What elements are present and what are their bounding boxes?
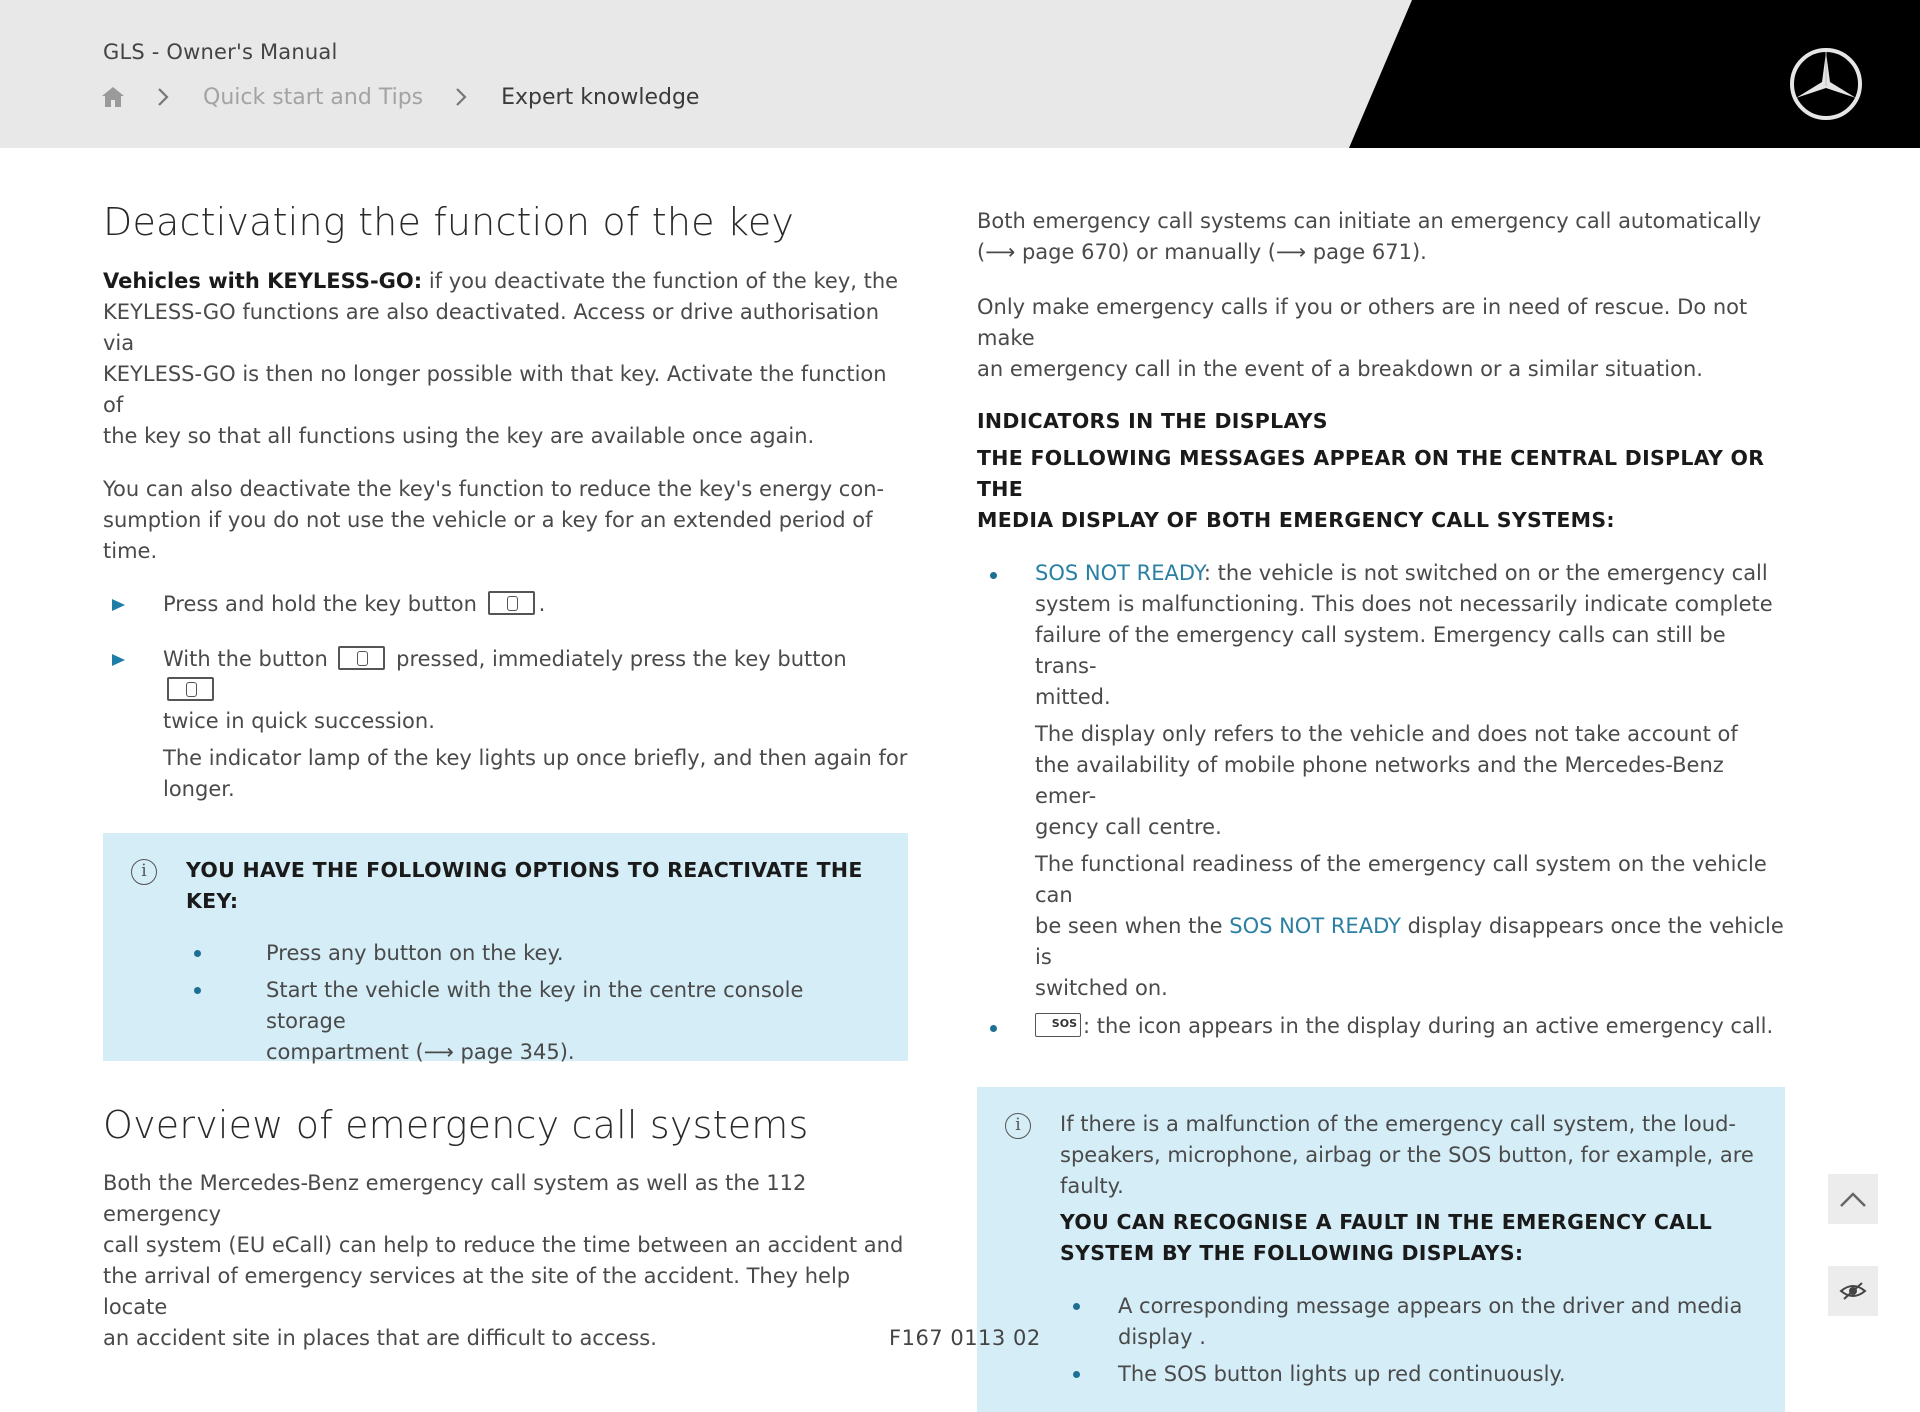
info-icon: i bbox=[131, 859, 157, 885]
text-line: The indicator lamp of the key lights up once briefly, and then again for bbox=[163, 745, 908, 770]
text-line: YOU HAVE THE FOLLOWING OPTIONS TO REACTIVATE THE bbox=[186, 857, 863, 882]
text-line: : the icon appears in the display during an active emergency call. bbox=[1083, 1014, 1774, 1038]
list-item bbox=[186, 938, 886, 969]
sub-paragraph bbox=[1035, 719, 1785, 843]
paragraph-call-modes bbox=[977, 206, 1785, 268]
instruction-step-2 bbox=[103, 644, 908, 805]
paragraph-emergency-overview bbox=[103, 1168, 908, 1354]
text-line: MEDIA DISPLAY OF BOTH EMERGENCY CALL SYSTEMS: bbox=[977, 508, 1615, 532]
text-line: The functional readiness of the emergency call system on the vehicle can bbox=[1035, 852, 1767, 907]
section-title-deactivating-key: Deactivating the function of the key bbox=[103, 200, 795, 244]
text-line: compartment (⟶ page 345). bbox=[266, 1039, 575, 1064]
home-icon[interactable] bbox=[101, 85, 125, 109]
text-line: gency call centre. bbox=[1035, 815, 1222, 839]
text-line: speakers, microphone, airbag or the SOS button, for example, are bbox=[1060, 1143, 1754, 1167]
text-line: The display only refers to the vehicle and does not take account of bbox=[1035, 722, 1738, 746]
left-column bbox=[103, 200, 908, 1354]
text-line: be seen when the bbox=[1035, 914, 1230, 938]
step-arrow-icon bbox=[112, 654, 125, 666]
text-line: Press and hold the key button bbox=[163, 591, 484, 616]
step-arrow-icon bbox=[112, 599, 125, 611]
indicator-list bbox=[977, 558, 1785, 1042]
text-line: KEYLESS-GO functions are also deactivated. Access or drive authorisation via bbox=[103, 299, 880, 355]
text-line: the availability of mobile phone networks and the Mercedes-Benz emer- bbox=[1035, 753, 1724, 808]
chevron-right-icon bbox=[153, 87, 173, 107]
info-icon: i bbox=[1005, 1113, 1031, 1139]
instruction-step-1 bbox=[103, 589, 908, 620]
text-line: Only make emergency calls if you or others are in need of rescue. Do not make bbox=[977, 295, 1748, 350]
scroll-to-top-button[interactable] bbox=[1828, 1174, 1878, 1224]
bullet-dot bbox=[1073, 1303, 1080, 1310]
bullet-dot bbox=[1073, 1371, 1080, 1378]
right-column bbox=[977, 206, 1785, 1412]
text-line: If there is a malfunction of the emergency call system, the loud- bbox=[1060, 1112, 1736, 1136]
info-fault-heading bbox=[1060, 1207, 1760, 1269]
section-title-emergency-overview: Overview of emergency call systems bbox=[103, 1102, 809, 1147]
text-line: longer. bbox=[163, 776, 235, 801]
toggle-view-button[interactable] bbox=[1828, 1266, 1878, 1316]
text-line: . bbox=[538, 591, 546, 616]
info-box-reactivate-key bbox=[103, 833, 908, 1064]
list-item-sos-not-ready bbox=[977, 558, 1785, 1004]
eye-off-icon bbox=[1838, 1280, 1868, 1302]
text-line: Press any button on the key. bbox=[266, 940, 564, 965]
text-line: if you deactivate the function of the key, the bbox=[422, 268, 899, 293]
key-lock-button-icon bbox=[488, 591, 535, 615]
sos-call-icon: SOS bbox=[1035, 1013, 1081, 1037]
text-line: sumption if you do not use the vehicle or a key for an extended period of time. bbox=[103, 507, 873, 563]
info-box-fault bbox=[977, 1087, 1785, 1412]
bullet-dot bbox=[194, 950, 201, 957]
sos-not-ready-label: SOS NOT READY bbox=[1035, 561, 1204, 585]
text-line: pressed, immediately press the key button bbox=[389, 646, 847, 671]
heading-indicators: INDICATORS IN THE DISPLAYS bbox=[977, 409, 1328, 433]
sub-paragraph bbox=[1035, 849, 1785, 1004]
info-malfunction-text bbox=[1060, 1109, 1760, 1202]
text-line: (⟶ page 670) or manually (⟶ page 671). bbox=[977, 240, 1427, 264]
key-unlock-button-icon bbox=[167, 677, 214, 701]
text-line: faulty. bbox=[1060, 1174, 1124, 1198]
keyless-go-label: Vehicles with KEYLESS-GO: bbox=[103, 268, 423, 293]
text-line: : the vehicle is not switched on or the emergency call bbox=[1203, 561, 1768, 585]
bullet-dot bbox=[990, 572, 997, 579]
list-item bbox=[1060, 1291, 1760, 1353]
sos-not-ready-label: SOS NOT READY bbox=[1229, 914, 1401, 938]
text-line: YOU CAN RECOGNISE A FAULT IN THE EMERGENCY CALL bbox=[1060, 1210, 1713, 1234]
text-line: an emergency call in the event of a breakdown or a similar situation. bbox=[977, 357, 1703, 381]
list-item bbox=[186, 975, 886, 1068]
list-item-sos-icon bbox=[977, 1011, 1785, 1042]
key-lock-button-icon bbox=[338, 646, 385, 670]
text-line: Both the Mercedes-Benz emergency call system as well as the 112 emergency bbox=[103, 1171, 807, 1227]
bullet-dot bbox=[990, 1025, 997, 1032]
breadcrumb bbox=[101, 80, 699, 114]
text-line: The SOS button lights up red continuously. bbox=[1118, 1362, 1566, 1386]
text-line: failure of the emergency call system. Emergency calls can still be trans- bbox=[1035, 623, 1726, 678]
text-line: display disappears once the vehicle is bbox=[1035, 914, 1784, 969]
chevron-up-icon bbox=[1838, 1189, 1868, 1209]
text-line: THE FOLLOWING MESSAGES APPEAR ON THE CENTRAL DISPLAY OR THE bbox=[977, 446, 1765, 501]
text-line: Both emergency call systems can initiate an emergency call automatically bbox=[977, 209, 1762, 233]
info-list bbox=[186, 938, 886, 1068]
heading-central-display-messages bbox=[977, 443, 1785, 536]
text-line: A corresponding message appears on the driver and media bbox=[1118, 1294, 1743, 1318]
text-line: switched on. bbox=[1035, 976, 1168, 1000]
paragraph-energy bbox=[103, 474, 908, 567]
text-line: KEY: bbox=[186, 888, 239, 913]
bullet-dot bbox=[194, 987, 201, 994]
text-line: SYSTEM BY THE FOLLOWING DISPLAYS: bbox=[1060, 1241, 1524, 1265]
text-line: an accident site in places that are difficult to access. bbox=[103, 1326, 657, 1351]
text-line: mitted. bbox=[1035, 685, 1111, 709]
document-code: F167 0113 02 bbox=[889, 1326, 1041, 1350]
info-fault-list bbox=[1060, 1291, 1760, 1390]
text-line: twice in quick succession. bbox=[163, 708, 435, 733]
chevron-right-icon bbox=[451, 87, 471, 107]
list-item bbox=[1060, 1359, 1760, 1390]
text-line: the arrival of emergency services at the site of the accident. They help locate bbox=[103, 1264, 851, 1320]
paragraph-rescue-warning bbox=[977, 292, 1785, 385]
text-line: display . bbox=[1118, 1325, 1206, 1349]
text-line: With the button bbox=[163, 646, 335, 671]
text-line: You can also deactivate the key's function to reduce the key's energy con- bbox=[103, 476, 885, 501]
manual-title: GLS - Owner's Manual bbox=[103, 40, 338, 64]
text-line: call system (EU eCall) can help to reduce the time between an accident and bbox=[103, 1233, 904, 1258]
mercedes-star-logo[interactable] bbox=[1788, 46, 1864, 122]
info-heading bbox=[186, 855, 886, 917]
text-line: the key so that all functions using the key are available once again. bbox=[103, 423, 815, 448]
step-result bbox=[163, 743, 908, 805]
text-line: KEYLESS-GO is then no longer possible with that key. Activate the function of bbox=[103, 361, 887, 417]
paragraph-keyless-go bbox=[103, 266, 908, 452]
breadcrumb-link-quick-start[interactable]: Quick start and Tips bbox=[203, 84, 424, 110]
text-line: Start the vehicle with the key in the centre console storage bbox=[266, 977, 804, 1033]
breadcrumb-current: Expert knowledge bbox=[501, 84, 700, 110]
text-line: system is malfunctioning. This does not necessarily indicate complete bbox=[1035, 592, 1773, 616]
